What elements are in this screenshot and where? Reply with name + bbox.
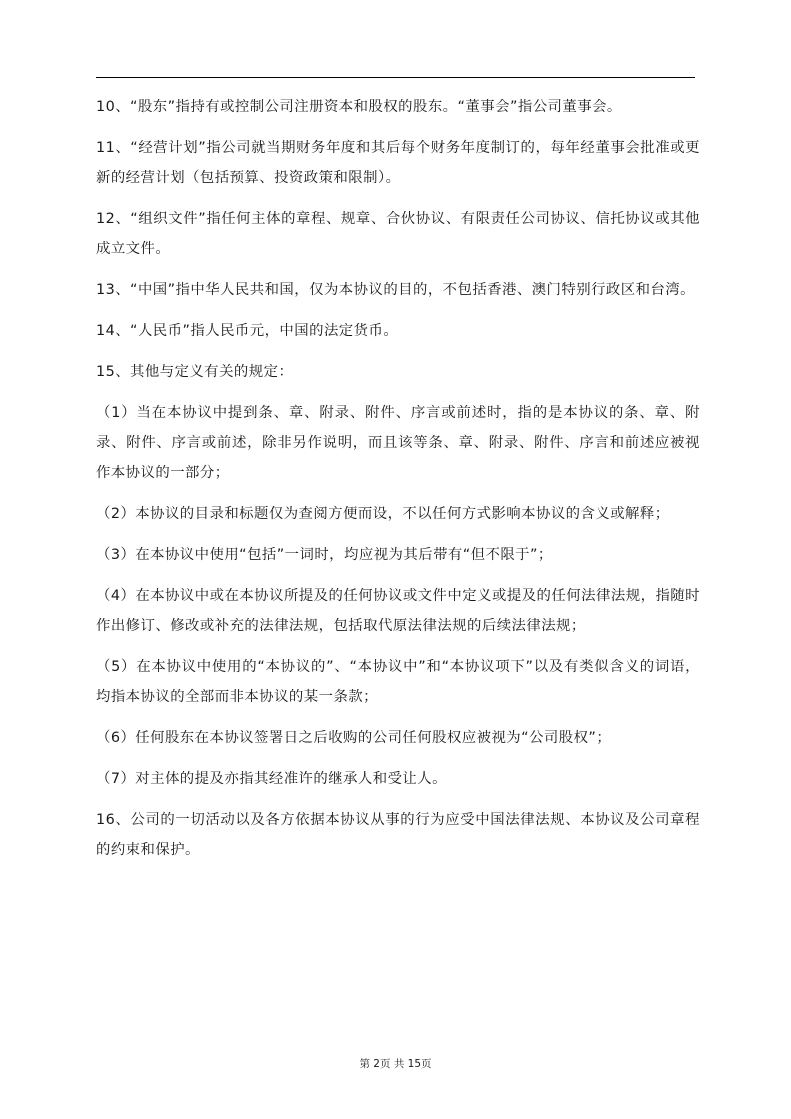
paragraph-15-5: （5）在本协议中使用的“本协议的”、“本协议中”和“本协议项下”以及有类似含义的词语，均指本协议的全部而非本协议的某一条款； <box>96 659 700 705</box>
paragraph-13: 13、“中国”指中华人民共和国，仅为本协议的目的，不包括香港、澳门特别行政区和台湾。 <box>96 282 695 298</box>
paragraph-15-7: （7）对主体的提及亦指其经准许的继承人和受让人。 <box>96 771 447 787</box>
paragraph-15-2: （2）本协议的目录和标题仅为查阅方便而设，不以任何方式影响本协议的含义或解释； <box>96 506 670 522</box>
paragraph-11: 11、“经营计划”指公司就当期财务年度和其后每个财务年度制订的，每年经董事会批准或更新的经营计划（包括预算、投资政策和限制）。 <box>96 140 700 186</box>
page-footer <box>0 1056 791 1071</box>
document-body <box>96 92 700 876</box>
paragraph-15-6: （6）任何股东在本协议签署日之后收购的公司任何股权应被视为“公司股权”； <box>96 730 612 746</box>
paragraph-14: 14、“人民币”指人民币元，中国的法定货币。 <box>96 323 399 339</box>
header-rule <box>96 77 695 78</box>
paragraph-10: 10、“股东”指持有或控制公司注册资本和股权的股东。“董事会”指公司董事会。 <box>96 99 622 115</box>
paragraph-15-3: （3）在本协议中使用“包括”一词时，均应视为其后带有“但不限于”； <box>96 547 553 563</box>
paragraph-15-4: （4）在本协议中或在本协议所提及的任何协议或文件中定义或提及的任何法律法规，指随时作出修订、修改或补充的法律法规，包括取代原法律法规的后续法律法规； <box>96 588 700 634</box>
paragraph-15-1: （1）当在本协议中提到条、章、附录、附件、序言或前述时，指的是本协议的条、章、附录、附件、序言或前述，除非另作说明，而且该等条、章、附录、附件、序言和前述应被视作本协议的一部分； <box>96 405 700 481</box>
page-number-label: 第 2页 共 15页 <box>359 1058 432 1070</box>
paragraph-16: 16、公司的一切活动以及各方依据本协议从事的行为应受中国法律法规、本协议及公司章程的约束和保护。 <box>96 812 700 858</box>
paragraph-12: 12、“组织文件”指任何主体的章程、规章、合伙协议、有限责任公司协议、信托协议或其他成立文件。 <box>96 211 700 257</box>
paragraph-15: 15、其他与定义有关的规定： <box>96 364 294 380</box>
